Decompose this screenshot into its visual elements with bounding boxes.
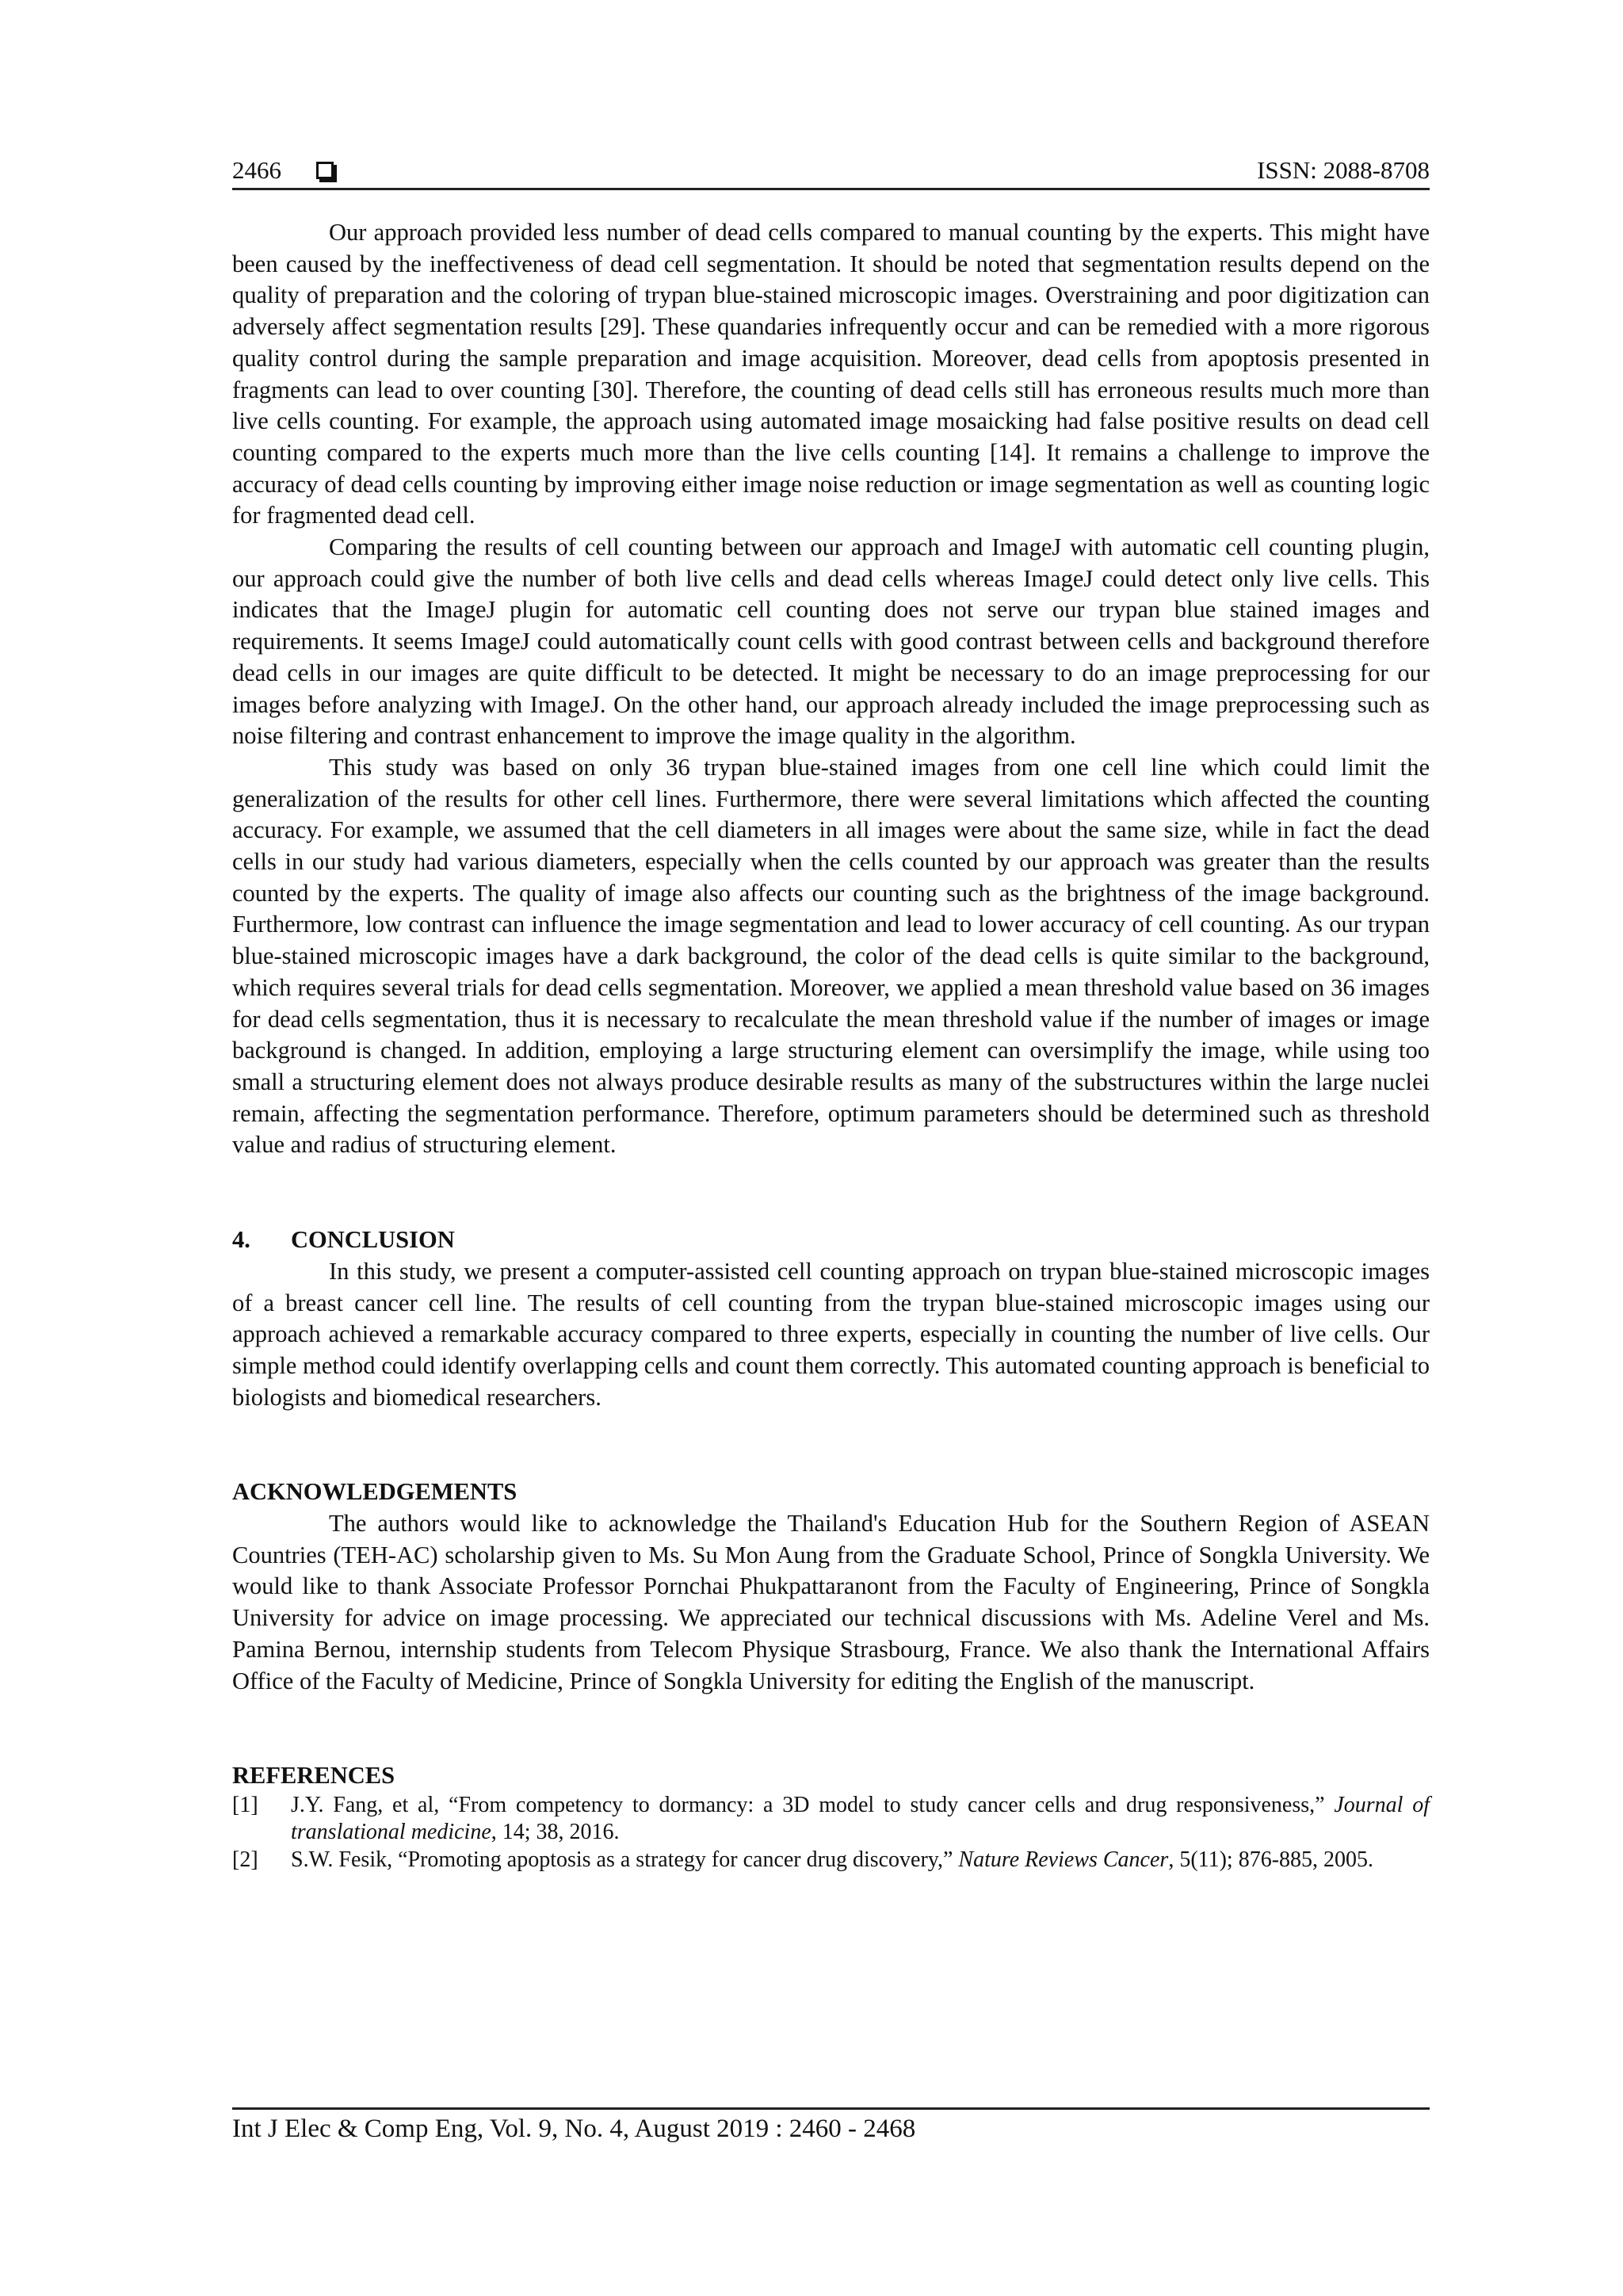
body-paragraph: This study was based on only 36 trypan blue-stained images from one cell line which could limit the generalization of the results for other cell lines. Furthermore, there were several limitations which affected the counting accuracy. For example, we assumed that the cell diameters in all images were about the same size, while in fact the dead cells in our study had various diameters, especially when the cells counted by our approach was greater than the results counted by the experts. The quality of image also affects our counting such as the brightness of the image background. Furthermore, low contrast can influence the image segmentation and lead to lower accuracy of cell counting. As our trypan blue-stained microscopic images have a dark background, the color of the dead cells is quite similar to the background, which requires several trials for dead cells segmentation. Moreover, we applied a mean threshold value based on 36 images for dead cells segmentation, thus it is necessary to recalculate the mean threshold value if the number of images or image background is changed. In addition, employing a large structuring element can oversimplify the image, while using too small a structuring element does not always produce desirable results as many of the substructures within the large nuclei remain, affecting the segmentation performance. Therefore, optimum parameters should be determined such as threshold value and radius of structuring element. <box>232 753 1430 1159</box>
page-number: 2466 <box>232 156 281 184</box>
body-paragraph: Our approach provided less number of dead cells compared to manual counting by the experts. This might have been caused by the ineffectiveness of dead cell segmentation. It should be noted that segmentation results depend on the quality of preparation and the coloring of trypan blue-stained microscopic images. Overstraining and poor digitization can adversely affect segmentation results [29]. These quandaries infrequently occur and can be remedied with a more rigorous quality control during the sample preparation and image acquisition. Moreover, dead cells from apoptosis presented in fragments can lead to over counting [30]. Therefore, the counting of dead cells still has erroneous results much more than live cells counting. For example, the approach using automated image mosaicking had false positive results on dead cell counting compared to the experts much more than the live cells counting [14]. It remains a challenge to improve the accuracy of dead cells counting by improving either image noise reduction or image segmentation as well as counting logic for fragmented dead cell. <box>232 219 1430 529</box>
section-number: 4. <box>232 1226 250 1254</box>
page-footer <box>232 2107 1430 2144</box>
reference-details: , 14; 38, 2016. <box>491 1820 620 1845</box>
reference-details: , 5(11); 876-885, 2005. <box>1168 1847 1374 1872</box>
section-heading-conclusion <box>232 1224 1430 1256</box>
square-box-icon <box>316 162 334 179</box>
article-body <box>232 217 1430 1874</box>
section-heading-references: REFERENCES <box>232 1762 395 1790</box>
reference-journal: Nature Reviews Cancer <box>958 1847 1169 1872</box>
reference-index: [1] <box>232 1792 258 1817</box>
header-left <box>232 156 334 185</box>
reference-authors-title: S.W. Fesik, “Promoting apoptosis as a strategy for cancer drug discovery,” <box>291 1847 959 1872</box>
body-paragraph: Comparing the results of cell counting between our approach and ImageJ with automatic cell counting plugin, our approach could give the number of both live cells and dead cells whereas ImageJ could detect only live cells. This indicates that the ImageJ plugin for automatic cell counting does not serve our trypan blue stained images and requirements. It seems ImageJ could automatically count cells with good contrast between cells and background therefore dead cells in our images are quite difficult to be detected. It might be necessary to do an image preprocessing for our images before analyzing with ImageJ. On the other hand, our approach already included the image preprocessing such as noise filtering and contrast enhancement to improve the image quality in the algorithm. <box>232 533 1430 750</box>
journal-citation: Int J Elec & Comp Eng, Vol. 9, No. 4, August 2019 : 2460 - 2468 <box>232 2115 916 2143</box>
page-header <box>232 152 1430 190</box>
acknowledgements-paragraph: The authors would like to acknowledge the Thailand's Education Hub for the Southern Region of ASEAN Countries (TEH-AC) scholarship given to Ms. Su Mon Aung from the Graduate School, Prince of Songkla University. We would like to thank Associate Professor Pornchai Phukpattaranont from the Faculty of Engineering, Prince of Songkla University for advice on image processing. We appreciated our technical discussions with Ms. Adeline Verel and Ms. Pamina Bernou, internship students from Telecom Physique Strasbourg, France. We also thank the International Affairs Office of the Faculty of Medicine, Prince of Songkla University for editing the English of the manuscript. <box>232 1510 1430 1694</box>
reference-list <box>232 1792 1430 1874</box>
reference-text <box>291 1847 1430 1874</box>
section-heading-acknowledgements: ACKNOWLEDGEMENTS <box>232 1478 517 1506</box>
conclusion-paragraph: In this study, we present a computer-assisted cell counting approach on trypan blue-stained microscopic images of a breast cancer cell line. The results of cell counting from the trypan blue-stained microscopic images using our approach achieved a remarkable accuracy compared to three experts, especially in counting the number of live cells. Our simple method could identify overlapping cells and count them correctly. This automated counting approach is beneficial to biologists and biomedical researchers. <box>232 1257 1430 1411</box>
reference-authors-title: J.Y. Fang, et al, “From competency to dormancy: a 3D model to study cancer cells and drug responsiveness,” <box>291 1792 1335 1817</box>
reference-item <box>232 1792 1430 1847</box>
reference-journal: Journal of translational medicine <box>291 1792 1430 1845</box>
journal-issn: ISSN: 2088-8708 <box>1257 156 1430 184</box>
reference-item <box>232 1847 1430 1874</box>
section-title: CONCLUSION <box>291 1226 455 1254</box>
reference-text <box>291 1792 1430 1847</box>
reference-index: [2] <box>232 1847 258 1872</box>
